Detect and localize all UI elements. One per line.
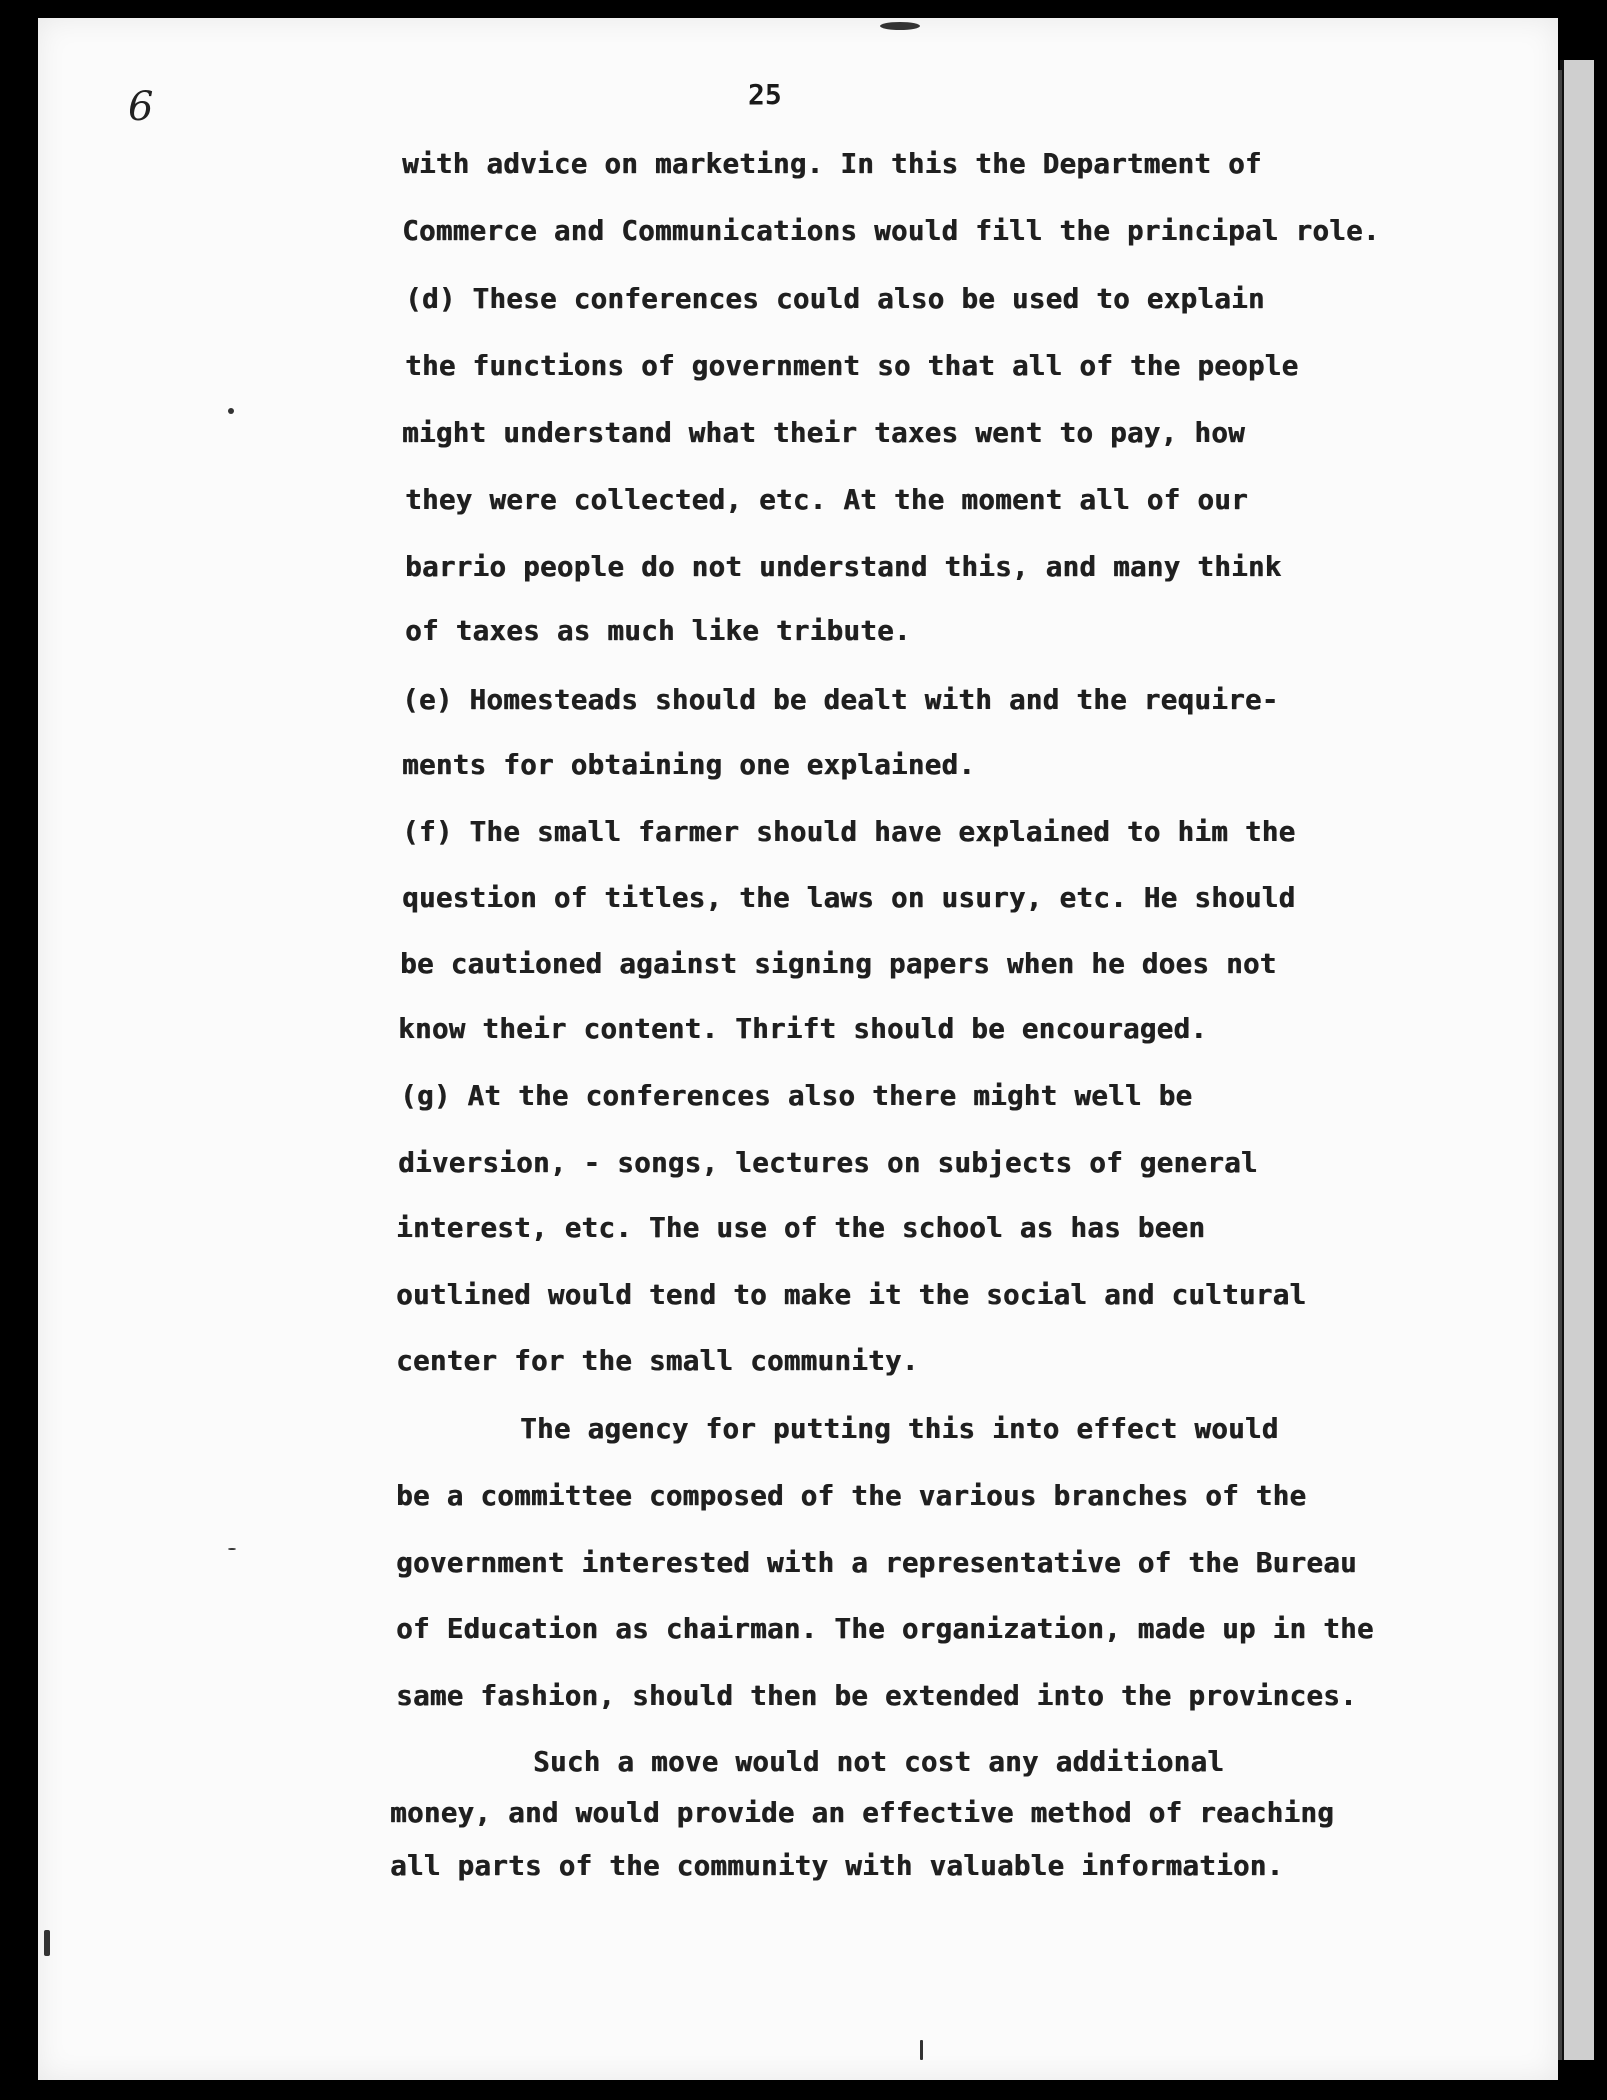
scan-speck [880,22,920,30]
margin-mark: 6 [128,84,154,130]
text-line: (g) At the conferences also there might well be [400,1080,1193,1112]
text-line: of taxes as much like tribute. [405,615,911,647]
text-line: of Education as chairman. The organization, made up in the [396,1613,1374,1645]
text-line: money, and would provide an effective method of reaching [390,1797,1334,1829]
text-line: barrio people do not understand this, and many think [405,551,1282,583]
text-line: ments for obtaining one explained. [402,749,976,781]
text-line: be cautioned against signing papers when he does not [400,948,1277,980]
page-edge [1560,60,1594,2060]
text-line: same fashion, should then be extended into the provinces. [396,1680,1357,1712]
text-line: The agency for putting this into effect would [520,1413,1279,1445]
page-number: 25 [748,78,782,111]
text-line: outlined would tend to make it the social and cultural [396,1279,1307,1311]
scan-speck [228,1548,236,1550]
text-line: they were collected, etc. At the moment all of our [405,484,1248,516]
text-line: (e) Homesteads should be dealt with and the require- [402,684,1279,716]
text-line: (d) These conferences could also be used to explain [405,283,1265,315]
text-line: know their content. Thrift should be encouraged. [398,1013,1208,1045]
text-line: Commerce and Communications would fill the principal role. [402,215,1380,247]
scan-speck [920,2040,923,2060]
text-line: interest, etc. The use of the school as has been [396,1212,1206,1244]
text-line: might understand what their taxes went to pay, how [402,417,1245,449]
text-line: all parts of the community with valuable information. [390,1850,1284,1882]
text-line: question of titles, the laws on usury, etc. He should [402,882,1296,914]
text-line: with advice on marketing. In this the Department of [402,148,1262,180]
text-line: (f) The small farmer should have explained to him the [402,816,1296,848]
text-line: center for the small community. [396,1345,919,1377]
text-line: the functions of government so that all of the people [405,350,1299,382]
text-line: diversion, - songs, lectures on subjects of general [398,1147,1258,1179]
scan-speck [44,1930,50,1956]
text-line: be a committee composed of the various branches of the [396,1480,1307,1512]
text-line: government interested with a representative of the Bureau [396,1547,1357,1579]
text-line: Such a move would not cost any additional [533,1746,1225,1778]
scan-speck [228,408,234,414]
